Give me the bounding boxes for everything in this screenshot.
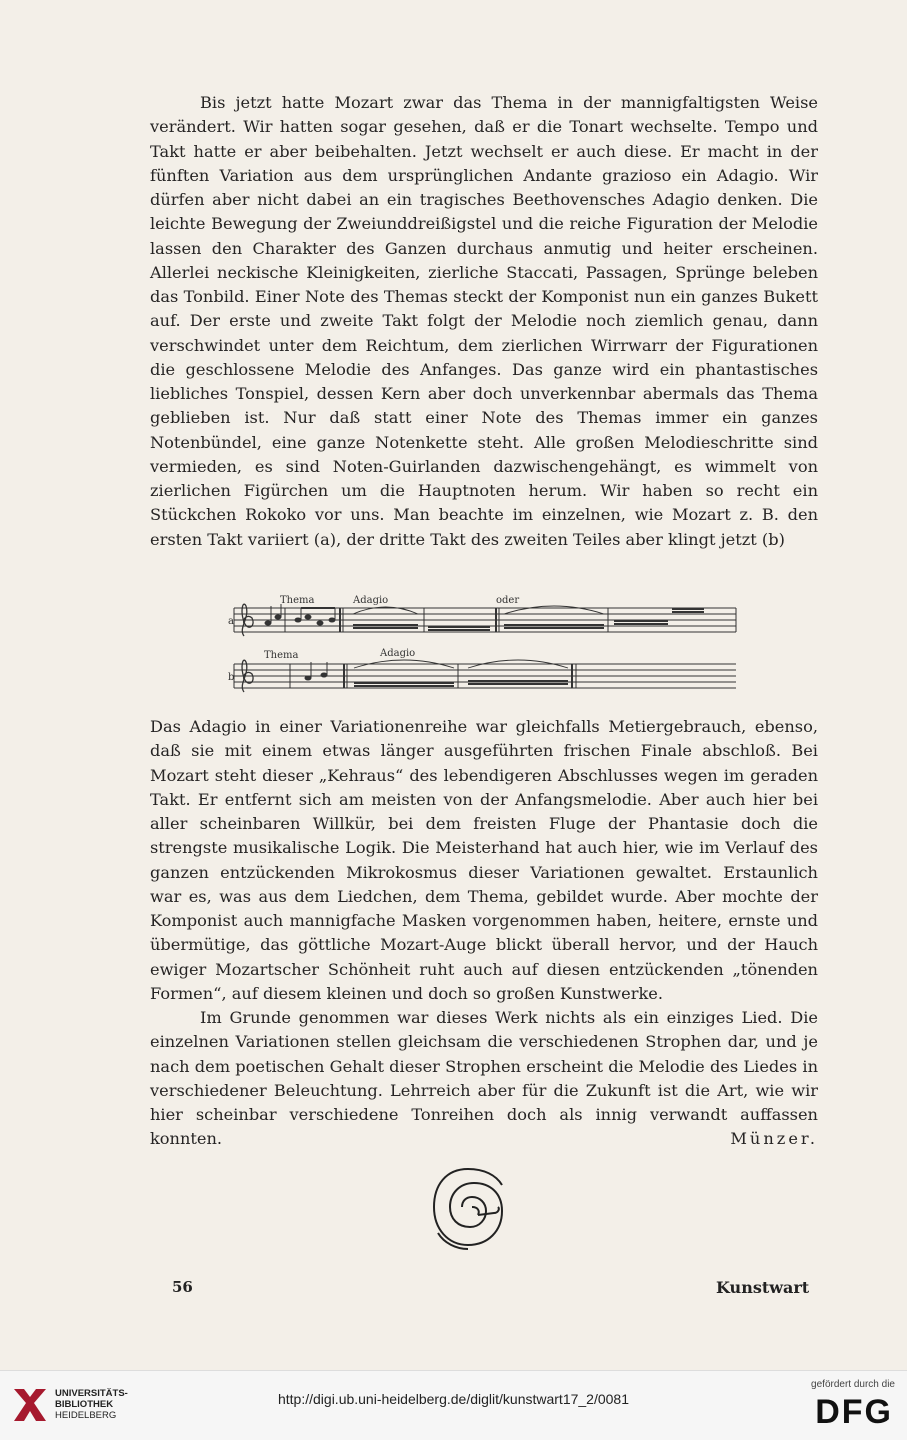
paragraph-1: Bis jetzt hatte Mozart zwar das Thema in der mannigfaltigsten Weise verändert. Wir hatten sogar gesehen, daß er die Tonart wechselte. Tempo und Takt hatte er aber beibehalten. Jetzt wechselt er auch diese. Er macht in der fünften Variation aus dem ursprünglichen Andante grazioso ein Adagio. Wir dürfen aber nicht dabei an ein tragisches Beethovensches Adagio denken. Die leichte Bewegung der Zweiunddreißigstel und die reiche Figuration der Melodie lassen den Charakter des Ganzen durchaus anmutig und heiter erscheinen. Allerlei neckische Kleinigkeiten, zierliche Staccati, Passagen, Sprünge beleben das Tonbild. Einer Note des Themas steckt der Komponist nun ein ganzes Bukett auf. Der erste und zweite Takt folgt der Melodie noch ziemlich genau, dann verschwindet unter dem Reichtum, dem zierlichen Wirrwarr der Figurationen die geschlossene Melodie des Anfanges. Das ganze wird ein phantastisches liebliches Tonspiel, dessen Kern aber doch unverkennbar abermals das Thema geblieben ist. Nur daß statt einer Note des Themas immer ein ganzes Notenbündel, eine ganze Notenkette steht. Alle großen Melodieschritte sind vermieden, es sind Noten-Guirlanden dazwischengehängt, es wimmelt von zierlichen Figürchen um die Hauptnoten herum. Wir haben so recht ein Stückchen Rokoko vor uns. Man beachte im einzelnen, wie Mozart z. B. den ersten Takt variiert (a), der dritte Takt des zweiten Teiles aber klingt jetzt (b)	[150, 93, 818, 549]
paragraph-3-text: Im Grunde genommen war dieses Werk nichts als ein einziges Lied. Die einzelnen Variationen stellen gleichsam die verschiedenen Strophen dar, und je nach dem poetischen Gehalt dieser Strophen erscheint die Melodie des Liedes in verschiedener Beleuchtung. Lehrreich aber für die Zukunft ist die Art, wie wir hier scheinbar verschiedene Tonreihen doch als innig verwandt auffassen konnten.	[150, 1008, 818, 1149]
library-line-2: BIBLIOTHEK	[55, 1399, 114, 1410]
row-b-label: b	[228, 672, 235, 683]
library-line-1: UNIVERSITÄTS-	[55, 1388, 128, 1399]
paragraph-3	[150, 1006, 818, 1152]
row-a-thema: Thema	[280, 595, 315, 606]
music-notation-example	[228, 588, 748, 713]
page-number: 56	[172, 1278, 193, 1296]
row-a-oder: oder	[496, 595, 520, 606]
row-b-thema: Thema	[264, 650, 299, 661]
funded-by-label: gefördert durch die	[811, 1379, 895, 1390]
dfg-logo[interactable]: DFG	[815, 1393, 893, 1431]
ornament-vignette	[428, 1163, 508, 1251]
viewer-footer	[0, 1370, 907, 1440]
paragraph-2: Das Adagio in einer Variationenreihe war gleichfalls Metiergebrauch, ebenso, daß sie mit einem etwas länger ausgeführten frischen Finale abschloß. Bei Mozart steht dieser „Kehraus“ des lebendigeren Abschlusses wegen im geraden Takt. Er entfernt sich am meisten von der Anfangsmelodie. Aber auch hier bei aller scheinbaren Willkür, bei dem freisten Fluge der Phantasie doch die strengste musikalische Logik. Die Meisterhand hat auch hier, wie im Verlauf des ganzen entzückenden Mikrokosmus dieser Variationen gewaltet. Erstaunlich war es, was aus dem Liedchen, dem Thema, gebildet wurde. Aber mochte der Komponist auch mannigfache Masken vorgenommen haben, heitere, ernste und übermütige, das göttliche Mozart-Auge blickt überall hervor, und der Hauch ewiger Mozartscher Schönheit ruht auch auf diesen entzückenden „tönenden Formen“, auf diesem kleinen und doch so großen Kunstwerke.	[150, 717, 818, 1003]
permalink-url[interactable]: http://digi.ub.uni-heidelberg.de/diglit/kunstwart17_2/0081	[277, 1391, 630, 1407]
row-b-adagio: Adagio	[380, 648, 416, 659]
body-text-lower	[150, 715, 818, 1152]
journal-title: Kunstwart	[716, 1278, 810, 1297]
row-a-label: a	[228, 616, 234, 627]
library-line-3: HEIDELBERG	[55, 1410, 117, 1421]
body-text-upper	[150, 91, 818, 552]
row-a-adagio: Adagio	[353, 595, 389, 606]
author-signature: Münzer.	[730, 1129, 818, 1149]
